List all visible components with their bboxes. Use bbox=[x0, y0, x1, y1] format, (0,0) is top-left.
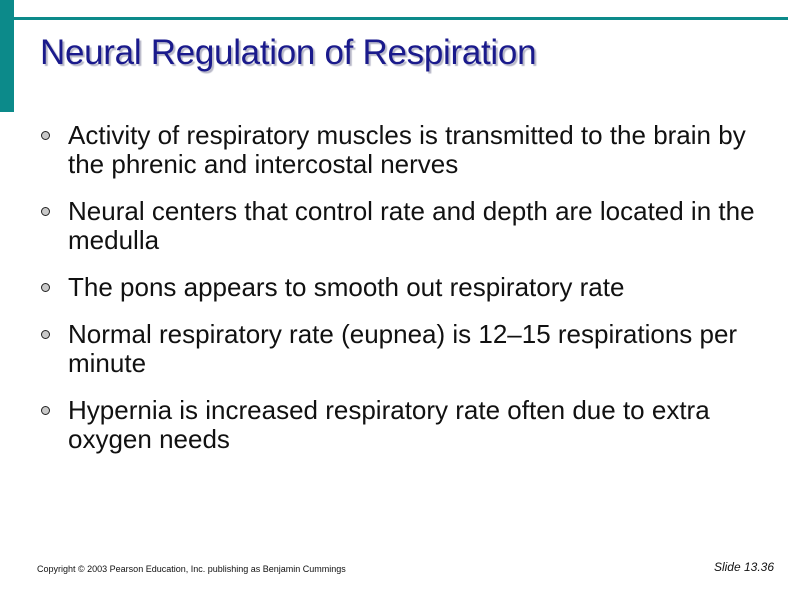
bullet-dot-icon bbox=[41, 330, 50, 339]
bullet-item bbox=[38, 273, 778, 302]
bullet-list bbox=[38, 121, 778, 472]
bullet-item bbox=[38, 121, 778, 179]
copyright-notice: Copyright © 2003 Pearson Education, Inc. publishing as Benjamin Cummings bbox=[37, 564, 346, 574]
bullet-text: Activity of respiratory muscles is transmitted to the brain by the phrenic and intercostal nerves bbox=[68, 120, 746, 179]
bullet-dot-icon bbox=[41, 131, 50, 140]
bullet-dot-icon bbox=[41, 283, 50, 292]
bullet-item bbox=[38, 320, 778, 378]
bullet-item bbox=[38, 396, 778, 454]
bullet-text: Neural centers that control rate and depth are located in the medulla bbox=[68, 196, 755, 255]
bullet-text: Normal respiratory rate (eupnea) is 12–15 respirations per minute bbox=[68, 319, 738, 378]
bullet-text: Hypernia is increased respiratory rate often due to extra oxygen needs bbox=[68, 395, 710, 454]
accent-line bbox=[14, 17, 788, 20]
accent-bar bbox=[0, 0, 14, 112]
bullet-dot-icon bbox=[41, 207, 50, 216]
bullet-dot-icon bbox=[41, 406, 50, 415]
slide-title: Neural Regulation of Respiration bbox=[40, 33, 537, 72]
bullet-text: The pons appears to smooth out respiratory rate bbox=[68, 272, 625, 302]
bullet-item bbox=[38, 197, 778, 255]
slide-number: Slide 13.36 bbox=[713, 560, 774, 574]
